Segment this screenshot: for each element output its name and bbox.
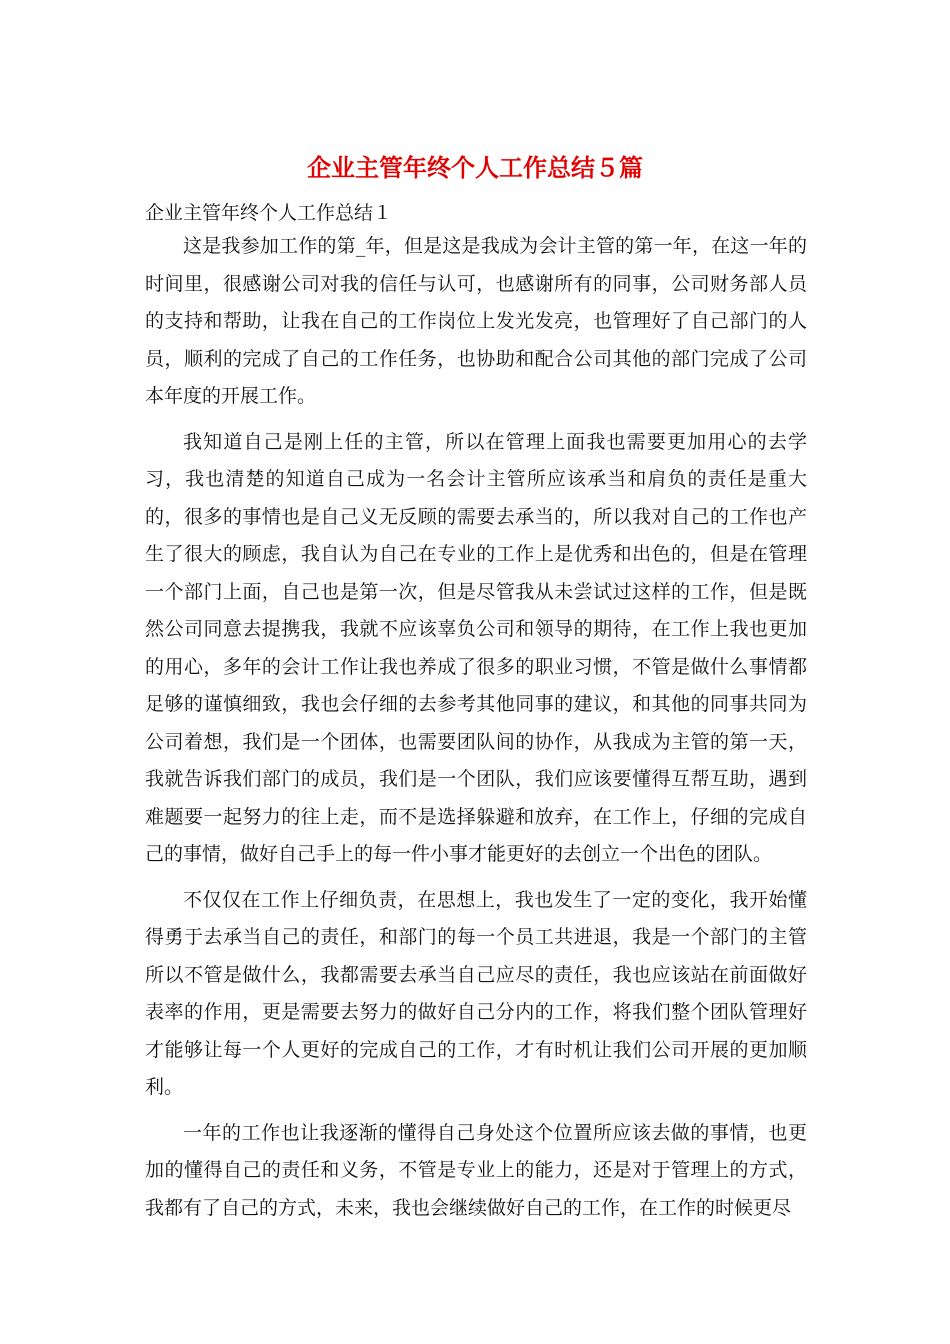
document-body	[145, 228, 807, 1235]
section-heading: 企业主管年终个人工作总结１	[145, 202, 393, 224]
paragraph-3: 不仅仅在工作上仔细负责，在思想上，我也发生了一定的变化，我开始懂得勇于去承当自己的责任，和部门的每一个员工共进退，我是一个部门的主管所以不管是做什么，我都需要去承当自己应尽的责任，我也应该站在前面做好表率的作用，更是需要去努力的做好自己分内的工作，将我们整个团队管理好才能够让每一个人更好的完成自己的工作，才有时机让我们公司开展的更加顺利。	[145, 888, 807, 1098]
paragraph-1: 这是我参加工作的第_年，但是这是我成为会计主管的第一年，在这一年的时间里，很感谢公司对我的信任与认可，也感谢所有的同事，公司财务部人员的支持和帮助，让我在自己的工作岗位上发光发亮，也管理好了自己部门的人员，顺利的完成了自己的工作任务，也协助和配合公司其他的部门完成了公司本年度的开展工作。	[145, 235, 807, 407]
document-title: 企业主管年终个人工作总结５篇	[307, 153, 643, 182]
paragraph-2: 我知道自己是刚上任的主管，所以在管理上面我也需要更加用心的去学习，我也清楚的知道自己成为一名会计主管所应该承当和肩负的责任是重大的，很多的事情也是自己义无反顾的需要去承当的，所以我对自己的工作也产生了很大的顾虑，我自认为自己在专业的工作上是优秀和出色的，但是在管理一个部门上面，自己也是第一次，但是尽管我从未尝试过这样的工作，但是既然公司同意去提携我，我就不应该辜负公司和领导的期待，在工作上我也更加的用心，多年的会计工作让我也养成了很多的职业习惯，不管是做什么事情都足够的谨慎细致，我也会仔细的去参考其他同事的建议，和其他的同事共同为公司着想，我们是一个团体，也需要团队间的协作，从我成为主管的第一天，我就告诉我们部门的成员，我们是一个团队，我们应该要懂得互帮互助，遇到难题要一起努力的往上走，而不是选择躲避和放弃，在工作上，仔细的完成自己的事情，做好自己手上的每一件小事才能更好的去创立一个出色的团队。	[145, 430, 807, 865]
paragraph-4: 一年的工作也让我逐渐的懂得自己身处这个位置所应该去做的事情，也更加的懂得自己的责任和义务，不管是专业上的能力，还是对于管理上的方式，我都有了自己的方式，未来，我也会继续做好自己的工作，在工作的时候更尽	[145, 1121, 807, 1219]
